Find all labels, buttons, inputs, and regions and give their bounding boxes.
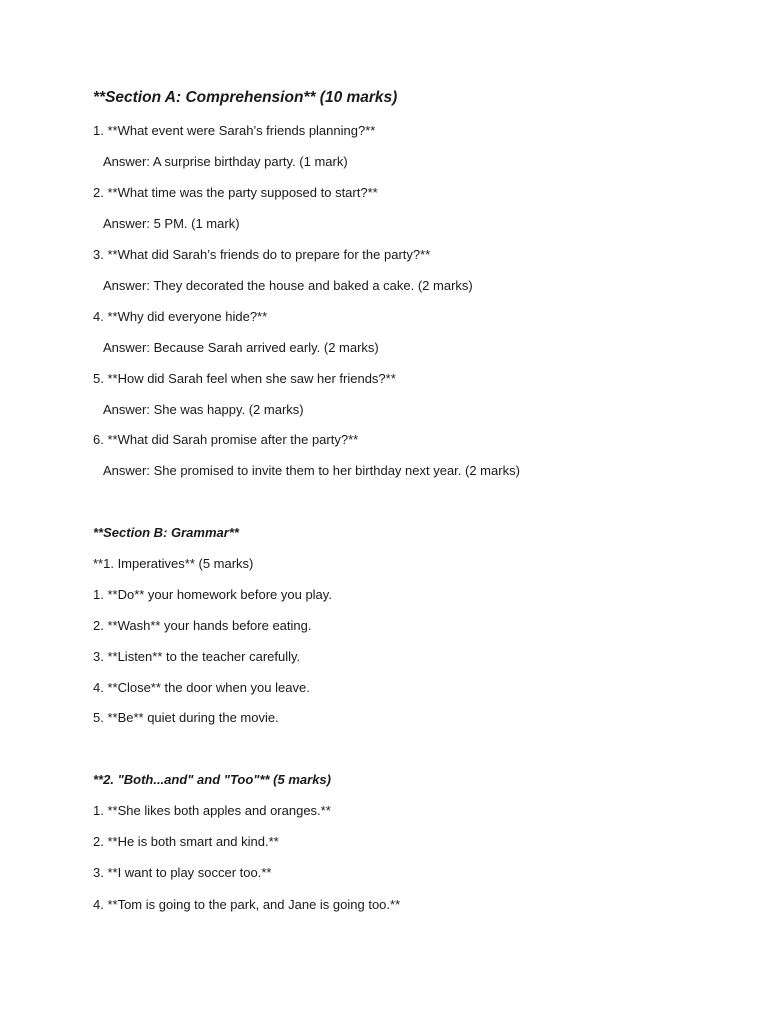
question-3: 3. **What did Sarah’s friends do to prepare for the party?** [93, 247, 431, 262]
imperative-item-4: 4. **Close** the door when you leave. [93, 680, 310, 695]
answer-1: Answer: A surprise birthday party. (1 mark) [103, 154, 348, 169]
both-and-too-heading: **2. "Both...and" and "Too"** (5 marks) [93, 772, 331, 787]
answer-6: Answer: She promised to invite them to her birthday next year. (2 marks) [103, 463, 520, 478]
question-6: 6. **What did Sarah promise after the party?** [93, 432, 359, 447]
answer-2: Answer: 5 PM. (1 mark) [103, 216, 240, 231]
imperative-item-3: 3. **Listen** to the teacher carefully. [93, 649, 301, 664]
imperatives-heading: **1. Imperatives** (5 marks) [93, 556, 254, 571]
question-1: 1. **What event were Sarah’s friends planning?** [93, 123, 376, 138]
both-too-item-1: 1. **She likes both apples and oranges.** [93, 803, 331, 818]
answer-5: Answer: She was happy. (2 marks) [103, 402, 304, 417]
question-4: 4. **Why did everyone hide?** [93, 309, 268, 324]
imperative-item-1: 1. **Do** your homework before you play. [93, 587, 332, 602]
answer-4: Answer: Because Sarah arrived early. (2 marks) [103, 340, 379, 355]
both-too-item-3: 3. **I want to play soccer too.** [93, 865, 272, 880]
section-a-heading: **Section A: Comprehension** (10 marks) [93, 89, 398, 106]
answer-3: Answer: They decorated the house and baked a cake. (2 marks) [103, 278, 473, 293]
question-2: 2. **What time was the party supposed to start?** [93, 185, 378, 200]
both-too-item-4: 4. **Tom is going to the park, and Jane is going too.** [93, 897, 401, 912]
question-5: 5. **How did Sarah feel when she saw her friends?** [93, 371, 396, 386]
both-too-item-2: 2. **He is both smart and kind.** [93, 834, 279, 849]
section-b-heading: **Section B: Grammar** [93, 525, 239, 540]
imperative-item-2: 2. **Wash** your hands before eating. [93, 618, 312, 633]
imperative-item-5: 5. **Be** quiet during the movie. [93, 710, 279, 725]
